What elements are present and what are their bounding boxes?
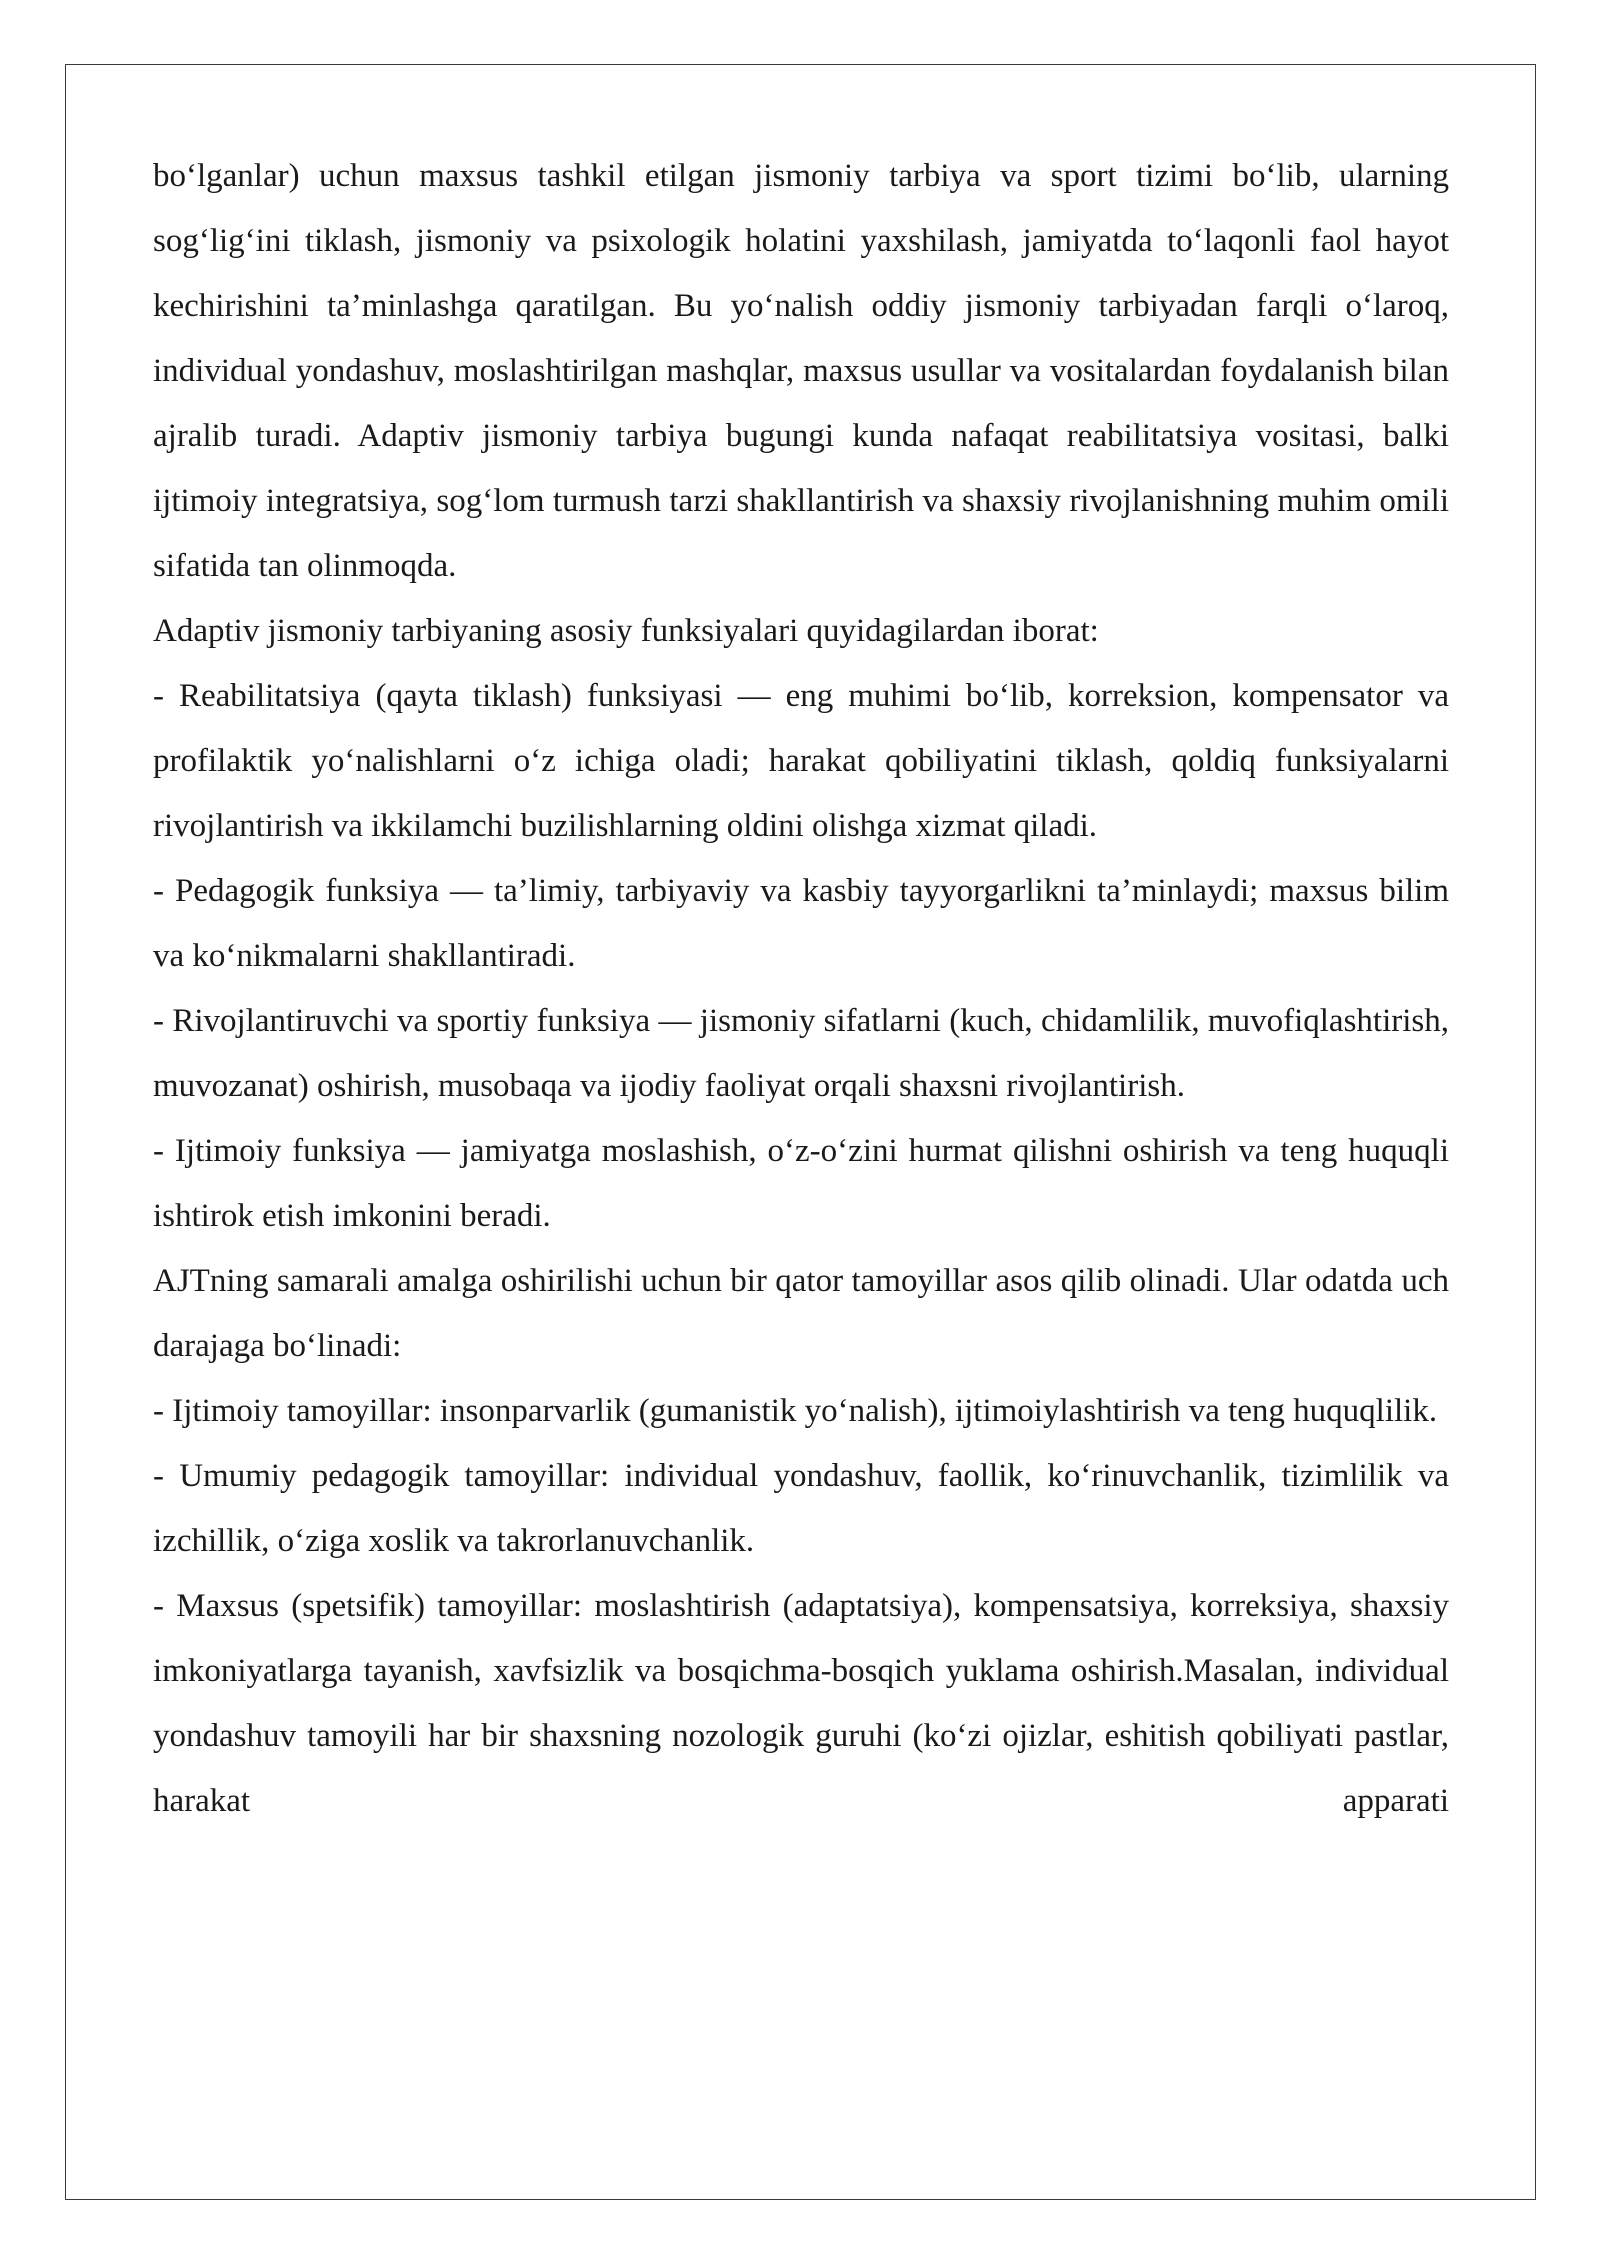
list-item-specific-principles: - Maxsus (spetsifik) tamoyillar: moslashtirish (adaptatsiya), kompensatsiya, korreksiya, shaxsiy imkoniyatlarga tayanish, xavfsizlik va bosqichma-bosqich yuklama oshirish.Masalan, individual yondashuv tamoyili har bir shaxsning nozologik guruhi (ko‘zi ojizlar, eshitish qobiliyati pastlar, harakat apparati: [153, 1588, 1449, 1819]
list-item-pedagogical-function: - Pedagogik funksiya — ta’limiy, tarbiyaviy va kasbiy tayyorgarlikni ta’minlaydi; maxsus bilim va ko‘nikmalarni shakllantiradi.: [153, 873, 1449, 974]
list-item-developmental-function: - Rivojlantiruvchi va sportiy funksiya — jismoniy sifatlarni (kuch, chidamlilik, muvofiqlashtirish, muvozanat) oshirish, musobaqa va ijodiy faoliyat orqali shaxsni rivojlantirish.: [153, 1003, 1449, 1104]
paragraph-functions-heading: Adaptiv jismoniy tarbiyaning asosiy funksiyalari quyidagilardan iborat:: [153, 613, 1099, 649]
document-body: [153, 144, 1449, 1834]
list-item-general-pedagogical-principles: - Umumiy pedagogik tamoyillar: individual yondashuv, faollik, ko‘rinuvchanlik, tizimlilik va izchillik, o‘ziga xoslik va takrorlanuvchanlik.: [153, 1458, 1449, 1559]
paragraph-principles-intro: AJTning samarali amalga oshirilishi uchun bir qator tamoyillar asos qilib olinadi. Ular odatda uch darajaga bo‘linadi:: [153, 1263, 1449, 1364]
list-item-social-function: - Ijtimoiy funksiya — jamiyatga moslashish, o‘z-o‘zini hurmat qilishni oshirish va teng huquqli ishtirok etish imkonini beradi.: [153, 1133, 1449, 1234]
list-item-rehabilitation-function: - Reabilitatsiya (qayta tiklash) funksiyasi — eng muhimi bo‘lib, korreksion, kompensator va profilaktik yo‘nalishlarni o‘z ichiga oladi; harakat qobiliyatini tiklash, qoldiq funksiyalarni rivojlantirish va ikkilamchi buzilishlarning oldini olishga xizmat qiladi.: [153, 678, 1449, 844]
list-item-social-principles: - Ijtimoiy tamoyillar: insonparvarlik (gumanistik yo‘nalish), ijtimoiylashtirish va teng huquqlilik.: [153, 1393, 1438, 1429]
paragraph-intro: bo‘lganlar) uchun maxsus tashkil etilgan jismoniy tarbiya va sport tizimi bo‘lib, ularning sog‘lig‘ini tiklash, jismoniy va psixologik holatini yaxshilash, jamiyatda to‘laqonli faol hayot kechirishini ta’minlashga qaratilgan. Bu yo‘nalish oddiy jismoniy tarbiyadan farqli o‘laroq, individual yondashuv, moslashtirilgan mashqlar, maxsus usullar va vositalardan foydalanish bilan ajralib turadi. Adaptiv jismoniy tarbiya bugungi kunda nafaqat reabilitatsiya vositasi, balki ijtimoiy integratsiya, sog‘lom turmush tarzi shakllantirish va shaxsiy rivojlanishning muhim omili sifatida tan olinmoqda.: [153, 158, 1449, 584]
